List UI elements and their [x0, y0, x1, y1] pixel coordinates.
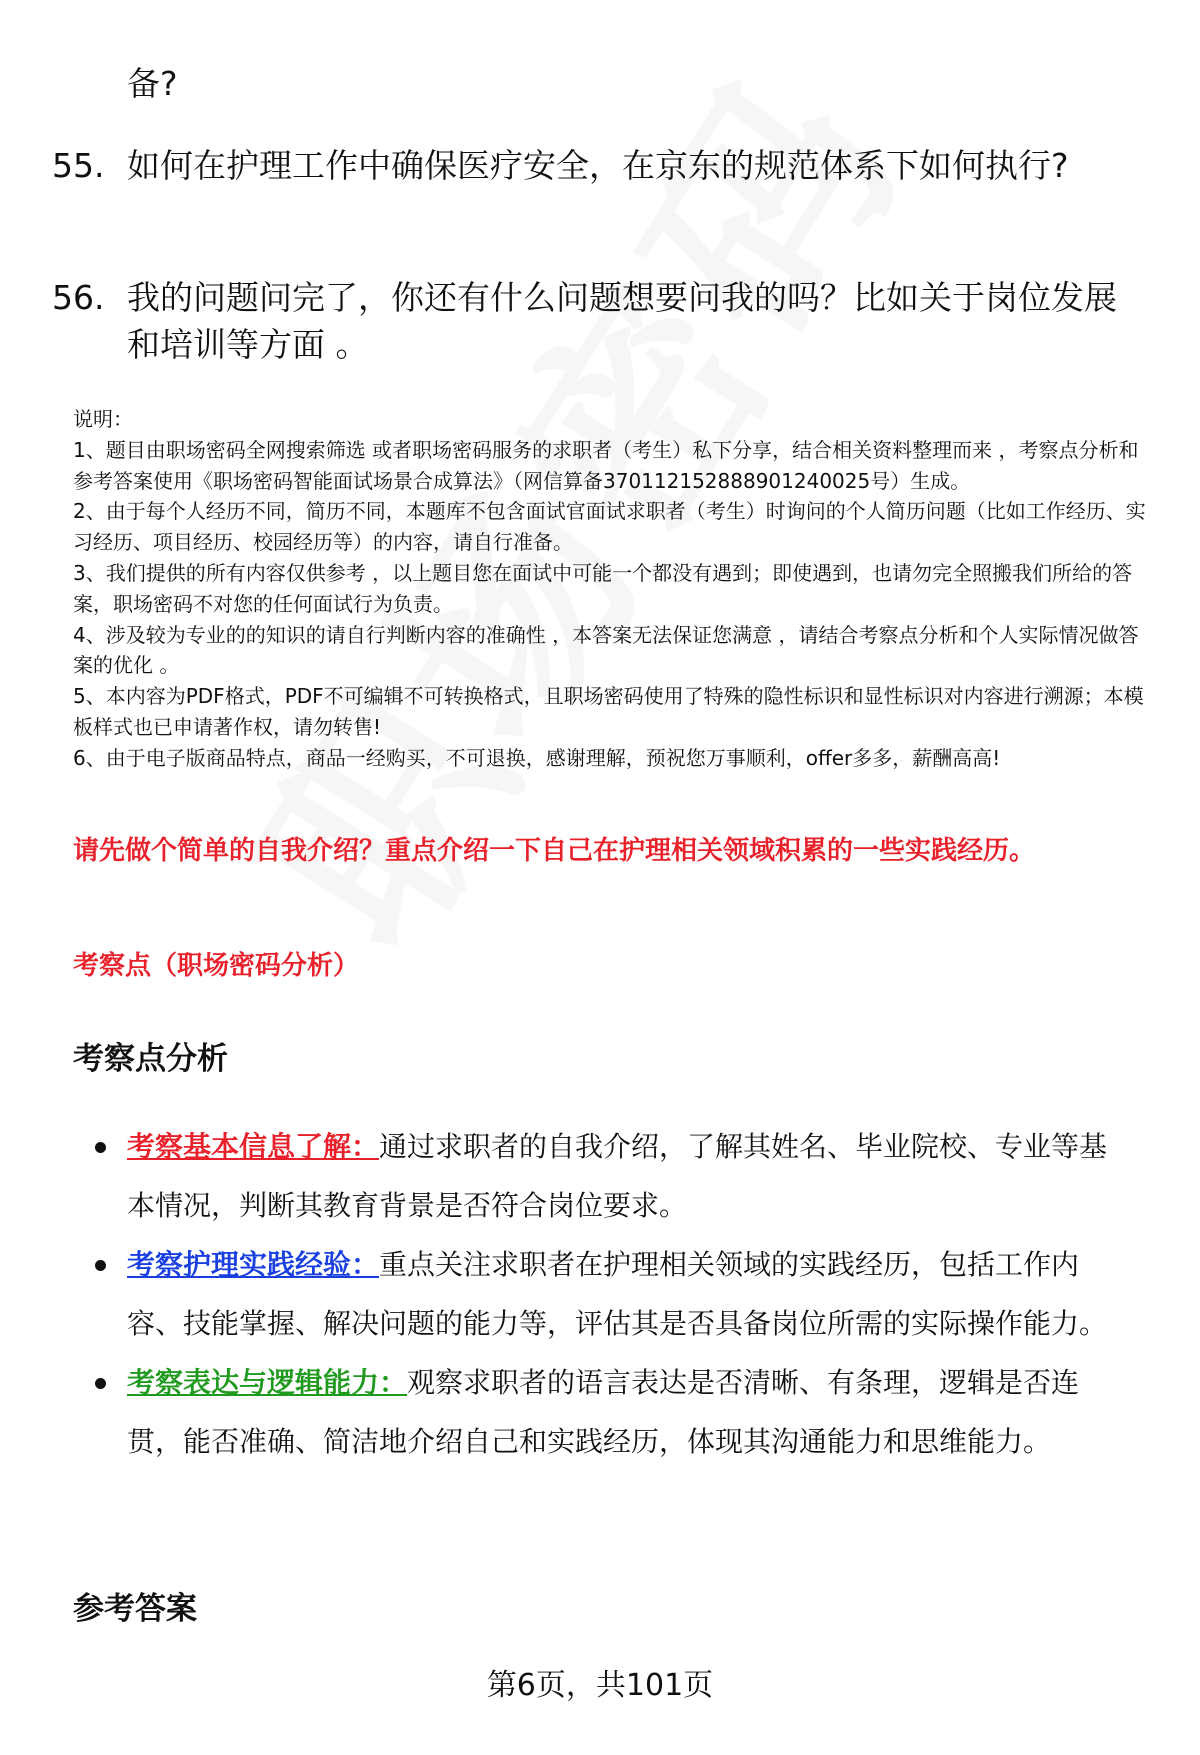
interview-question: 请先做个简单的自我介绍？重点介绍一下自己在护理相关领域积累的一些实践经历。	[73, 836, 1036, 866]
item-label: 考察基本信息了解：	[127, 1130, 380, 1163]
note-item: 5、本内容为PDF格式，PDF不可编辑不可转换格式，且职场密码使用了特殊的隐性标识和显性标识对内容进行溯源；本模板样式也已申请著作权，请勿转售!	[73, 684, 1144, 739]
notes-title: 说明：	[73, 407, 133, 431]
bullet-icon	[95, 1378, 106, 1389]
item-text: 观察求职者的语言表达是否清晰、有条理，逻辑是否连贯，能否准确、简洁地介绍自己和实践经历，体现其沟通能力和思维能力。	[127, 1366, 1080, 1458]
item-label: 考察表达与逻辑能力：	[127, 1366, 408, 1399]
note-item: 4、涉及较为专业的的知识的请自行判断内容的准确性 ，本答案无法保证您满意 ，请结合考察点分析和个人实际情况做答案的优化 。	[73, 622, 1139, 678]
analysis-item	[95, 1117, 1135, 1235]
bullet-icon	[95, 1260, 106, 1271]
analysis-list	[95, 1117, 1135, 1471]
note-item: 1、题目由职场密码全网搜索筛选 或者职场密码服务的求职者（考生）私下分享，结合相关资料整理而来 ，考察点分析和参考答案使用《职场密码智能面试场景合成算法》（网信算备370112152888901240025号）生成。	[73, 437, 1139, 493]
analysis-heading: 考察点分析	[73, 1041, 228, 1077]
bullet-icon	[95, 1142, 106, 1153]
item-label: 考察护理实践经验：	[127, 1248, 380, 1281]
note-item: 2、由于每个人经历不同，简历不同，本题库不包含面试官面试求职者（考生）时询问的个人简历问题（比如工作经历、实习经历、项目经历、校园经历等）的内容，请自行准备。	[73, 499, 1146, 555]
item-text: 通过求职者的自我介绍，了解其姓名、毕业院校、专业等基本情况，判断其教育背景是否符合岗位要求。	[127, 1130, 1108, 1222]
notes	[73, 404, 1153, 774]
answer-heading: 参考答案	[73, 1591, 197, 1627]
note-item: 3、我们提供的所有内容仅供参考 ，以上题目您在面试中可能一个都没有遇到；即使遇到，也请勿完全照搬我们所给的答案，职场密码不对您的任何面试行为负责。	[73, 560, 1133, 616]
analysis-item	[95, 1353, 1135, 1471]
page-footer: 第6页，共101页	[486, 1668, 714, 1703]
assessment-label: 考察点（职场密码分析）	[73, 951, 360, 981]
note-item: 6、由于电子版商品特点，商品一经购买，不可退换，感谢理解，预祝您万事顺利，offer多多，薪酬高高!	[73, 745, 1001, 770]
item-text: 重点关注求职者在护理相关领域的实践经历，包括工作内容、技能掌握、解决问题的能力等，评估其是否具备岗位所需的实际操作能力。	[127, 1248, 1108, 1340]
analysis-item	[95, 1235, 1135, 1353]
